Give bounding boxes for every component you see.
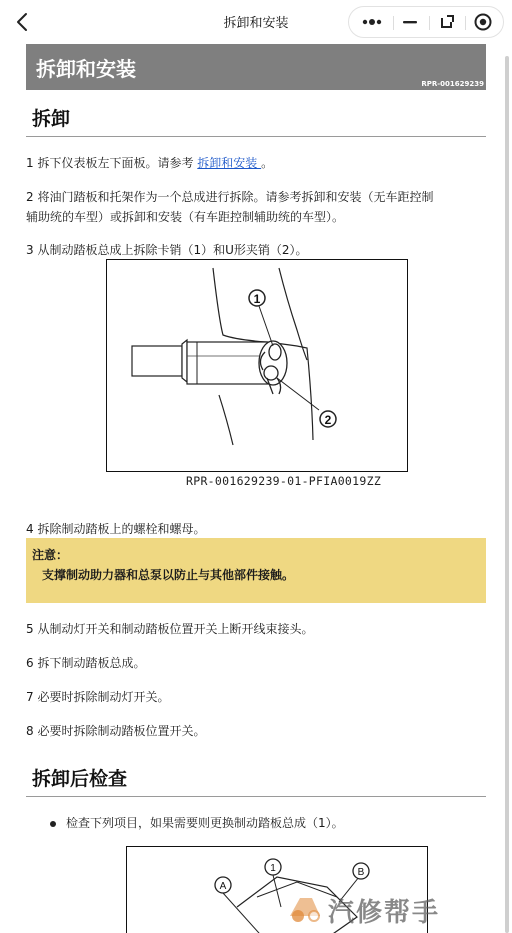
callout-1: 1	[253, 292, 261, 306]
step-number: 3	[26, 243, 34, 257]
note-title: 注意：	[32, 548, 69, 562]
minimize-icon[interactable]	[393, 10, 427, 34]
step-number: 2	[26, 190, 34, 204]
step-7	[26, 687, 486, 707]
caution-note	[26, 538, 486, 603]
step-1	[26, 153, 486, 173]
callout-b: B	[357, 867, 365, 878]
bullet-item: 检查下列项目，如果需要则更换制动踏板总成（1）。	[66, 816, 344, 830]
more-dots-icon[interactable]	[355, 10, 389, 34]
step-text-tail: 。	[261, 156, 274, 170]
step-text: 拆下制动踏板总成。	[37, 656, 146, 670]
step-text: 必要时拆除制动灯开关。	[37, 690, 170, 704]
document-title-band	[26, 44, 486, 90]
mini-program-capsule	[348, 6, 504, 38]
callout-a: A	[219, 881, 227, 892]
section-heading-removal: 拆卸	[32, 108, 71, 130]
step-number: 7	[26, 690, 34, 704]
document-title: 拆卸和安装	[36, 57, 136, 81]
step-number: 5	[26, 622, 34, 636]
figure-caption: RPR-001629239-01-PFIA0019ZZ	[186, 474, 382, 488]
step-number: 1	[26, 156, 34, 170]
note-body: 支撑制动助力器和总泵以防止与其他部件接触。	[42, 568, 295, 582]
reference-link[interactable]: 拆卸和安装	[197, 156, 262, 170]
section-divider	[26, 796, 486, 797]
section-heading-post-check: 拆卸后检查	[32, 768, 128, 790]
step-text-line2: 辅助统的车型）或拆卸和安装（有车距控制辅助统的车型）。	[26, 210, 345, 224]
scrollbar[interactable]	[505, 56, 509, 933]
step-number: 8	[26, 724, 34, 738]
step-2	[26, 187, 486, 227]
close-target-icon[interactable]	[466, 10, 500, 34]
section-divider	[26, 136, 486, 137]
step-3	[26, 240, 486, 260]
step-6	[26, 653, 486, 673]
clip-pin-illustration	[107, 260, 407, 471]
step-number: 4	[26, 522, 34, 536]
step-text: 拆除制动踏板上的螺栓和螺母。	[37, 522, 206, 536]
share-icon[interactable]	[429, 10, 463, 34]
step-4	[26, 519, 486, 539]
watermark	[278, 884, 512, 932]
figure-clip-pin-diagram	[106, 259, 408, 472]
watermark-logo-icon	[282, 886, 328, 932]
bullet-dot	[50, 821, 56, 827]
callout-1: 1	[270, 863, 276, 874]
document-code: RPR-001629239	[421, 80, 484, 88]
step-text: 必要时拆除制动踏板位置开关。	[37, 724, 206, 738]
step-text: 从制动踏板总成上拆除卡销（1）和U形夹销（2）。	[37, 243, 308, 257]
window-title: 拆卸和安装	[223, 16, 289, 31]
step-5	[26, 619, 486, 639]
watermark-text: 汽修帮手	[328, 898, 441, 928]
step-text: 拆下仪表板左下面板。请参考	[37, 156, 198, 170]
step-8	[26, 721, 486, 741]
step-text: 从制动灯开关和制动踏板位置开关上断开线束接头。	[37, 622, 314, 636]
callout-2: 2	[324, 413, 332, 427]
step-text-line1: 将油门踏板和托架作为一个总成进行拆除。请参考拆卸和安装（无车距控制	[37, 190, 434, 204]
step-number: 6	[26, 656, 34, 670]
top-bar	[0, 0, 512, 44]
